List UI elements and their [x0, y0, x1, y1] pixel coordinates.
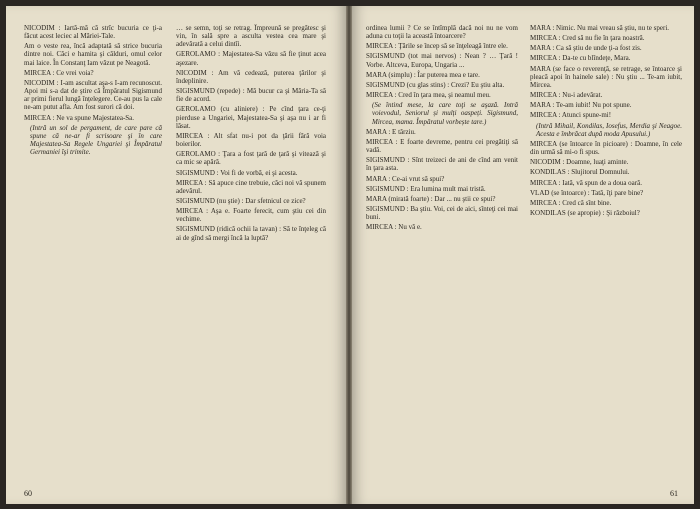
dialogue-line: NICODIM : Doamne, luaţi aminte. — [530, 158, 629, 167]
dialogue-line: KONDILAS (se apropie) : Şi războiul? — [530, 208, 640, 217]
dialogue-line: SIGISMUND (repede) : Mă bucur ca şi Măria-Ta să fie de acord. — [176, 87, 326, 104]
dialogue-line: MARA (mirată foarte) : Dar ... nu ştii ce spui? — [366, 194, 496, 203]
dialogue-line: MIRCEA : Cred să nu fie în ţara noastră. — [530, 34, 645, 43]
dialogue-line: MIRCEA : Nu-i adevărat. — [530, 91, 603, 100]
dialogue-line: … se semn, toţi se retrag. Împreună se pregătesc şi vin, în sală spre a asculta vestea cea mare şi adevărată a celui dintîi. — [176, 24, 326, 49]
dialogue-line: MARA : Ca să ştiu de unde ţi-a fost zis. — [530, 44, 642, 53]
dialogue-line: GEROLAMO : Ţara a fost ţară de ţară şi vitează şi ca mic se apără. — [176, 150, 326, 167]
dialogue-line: MIRCEA : Să apuce cine trebuie, căci noi vă spunem adevărul. — [176, 178, 326, 195]
right-page-column-2 — [530, 24, 682, 476]
dialogue-line: GEROLAMO : Majestatea-Sa văzu să fie ţinut acea aşezare. — [176, 50, 326, 67]
stage-direction: (Se întind mese, la care toţi se aşază. Intră voievodul, Seniorul și mulți oaspeți. Sigismund, Mircea, mama. Împăratul vorbește tare.) — [372, 101, 518, 126]
dialogue-line: MIRCEA : Ţările se încep să se înţeleagă între ele. — [366, 42, 508, 51]
dialogue-line: MIRCEA : Atunci spune-mi! — [530, 111, 612, 120]
dialogue-line: MARA (simplu) : Îar puterea mea e tare. — [366, 70, 480, 79]
dialogue-line: MIRCEA : Aşa e. Foarte ferecit, cum ştiu cei din vechime. — [176, 207, 326, 224]
dialogue-line: MARA : Ce-ai vrut să spui? — [366, 174, 445, 183]
stage-direction: (Intră Mihail, Kondilas, Iosefus, Merdia şi Neagoe. Acesta e îmbrăcat după moda Apusului.) — [536, 121, 682, 138]
dialogue-line: NICODIM : Iartă-mă că strîc bucuria ce ţi-a făcut acest leciec al Măriei-Tale. — [24, 24, 162, 41]
dialogue-line: MIRCEA : Da-te cu blîndeţe, Mara. — [530, 54, 631, 63]
dialogue-line: MIRCEA : Nu vă e. — [366, 223, 422, 232]
dialogue-line: KONDILAS : Slujitorul Domnului. — [530, 168, 630, 177]
dialogue-line: MARA : Te-am iubit! Nu pot spune. — [530, 101, 632, 110]
dialogue-line: MARA (se face o reverenţă, se retrage, se întoarce şi pleacă apoi în hainele sale) : Nu ştiu ... Te-am iubit, Mircea. — [530, 64, 682, 89]
right-page — [352, 6, 694, 504]
dialogue-line: VLAD (se întoarce) : Tată, îţi pare bine? — [530, 188, 644, 197]
dialogue-line: NICODIM : I-am ascultat aşa-s I-am recunoscut. Apoi mi s-a dat de ştire că Împăratul Sigismund ar primi fierul lungă înțelegere. Ce-au pus la cale ne-am putut afla. Am fost surori că doi. — [24, 78, 162, 112]
dialogue-line: MIRCEA : Iată, vă spun de a doua oară. — [530, 178, 642, 187]
dialogue-line: MIRCEA (se întoarce în picioare) : Doamne, în cele din urmă să mi-o fi spus. — [530, 139, 682, 157]
dialogue-line: SIGISMUND : Ba ştiu. Voi, cei de aici, sînteţi cei mai buni. — [366, 204, 518, 222]
left-page-number: 60 — [24, 489, 32, 498]
dialogue-line: SIGISMUND : Era lumina mult mai tristă. — [366, 184, 486, 193]
dialogue-line: SIGISMUND (tot mai nervos) : Nean ? … Ţară ! Vorbe. Altceva, Europa, Ungaria ... — [366, 52, 518, 69]
dialogue-line: MIRCEA : Ce vrei voia? — [24, 68, 94, 77]
left-page-column-1 — [24, 24, 162, 476]
dialogue-line: MIRCEA : Cred că sînt bine. — [530, 198, 612, 207]
dialogue-line: MARA : E târziu. — [366, 127, 416, 136]
dialogue-line: SIGISMUND (nu ştie) : Dar sfetnicul ce zice? — [176, 196, 306, 205]
stage-direction: (Intră un sol de pergament, de care pare că spune că ne-ar fi scrisoare şi în care Majestatea-Sa Regele Ungariei şi Împăratul Germaniei îşi trimite. — [30, 123, 162, 157]
dialogue-line: ordinea lumii ? Ce se întîmplă dacă noi nu ne vom aduna cu toţii la această întoarcere? — [366, 24, 518, 41]
dialogue-line: MARA : Nimic. Nu mai vreau să ştiu, nu te speri. — [530, 24, 670, 32]
dialogue-line: MIRCEA : Alt sfat nu-i pot da ţării fără voia boierilor. — [176, 131, 326, 149]
dialogue-line: SIGISMUND : Sînt treizeci de ani de cînd am venit în ţara asta. — [366, 156, 518, 173]
left-page-column-2 — [176, 24, 326, 476]
dialogue-line: SIGISMUND : Voi fi de vorbă, ei şi acesta. — [176, 168, 298, 177]
right-page-column-1 — [366, 24, 518, 476]
dialogue-line: MIRCEA : Cred în ţara mea, şi neamul meu. — [366, 91, 491, 100]
dialogue-line: MIRCEA : E foarte devreme, pentru cei pregătiţi să vadă. — [366, 137, 518, 155]
dialogue-line: MIRCEA : Ne va spune Majestatea-Sa. — [24, 113, 135, 122]
dialogue-line: SIGISMUND (ridică ochii la tavan) : Să te înţeleg că ai de gînd să mergi încă la luptă? — [176, 225, 326, 242]
dialogue-line: NICODIM : Am vă cedează, puterea ţărilor şi îndeplinire. — [176, 68, 326, 85]
dialogue-line: GEROLAMO (cu aliniere) : Pe cînd ţara ce-ţi pierduse a Ungariei, Majestatea-Sa şi aşa nu i ar fi lăsat. — [176, 105, 326, 130]
right-page-number: 61 — [670, 489, 678, 498]
left-page — [6, 6, 346, 504]
dialogue-line: Am o veste rea, încă adaptată să strice bucuria dintre noi. Căci e hamita şi câlduri, omul celor mai laice. În Constanţ Iam văzut pe Neagotă. — [24, 42, 162, 67]
dialogue-line: SIGISMUND (cu glas stins) : Crezi? Eu ştiu alta. — [366, 80, 505, 89]
